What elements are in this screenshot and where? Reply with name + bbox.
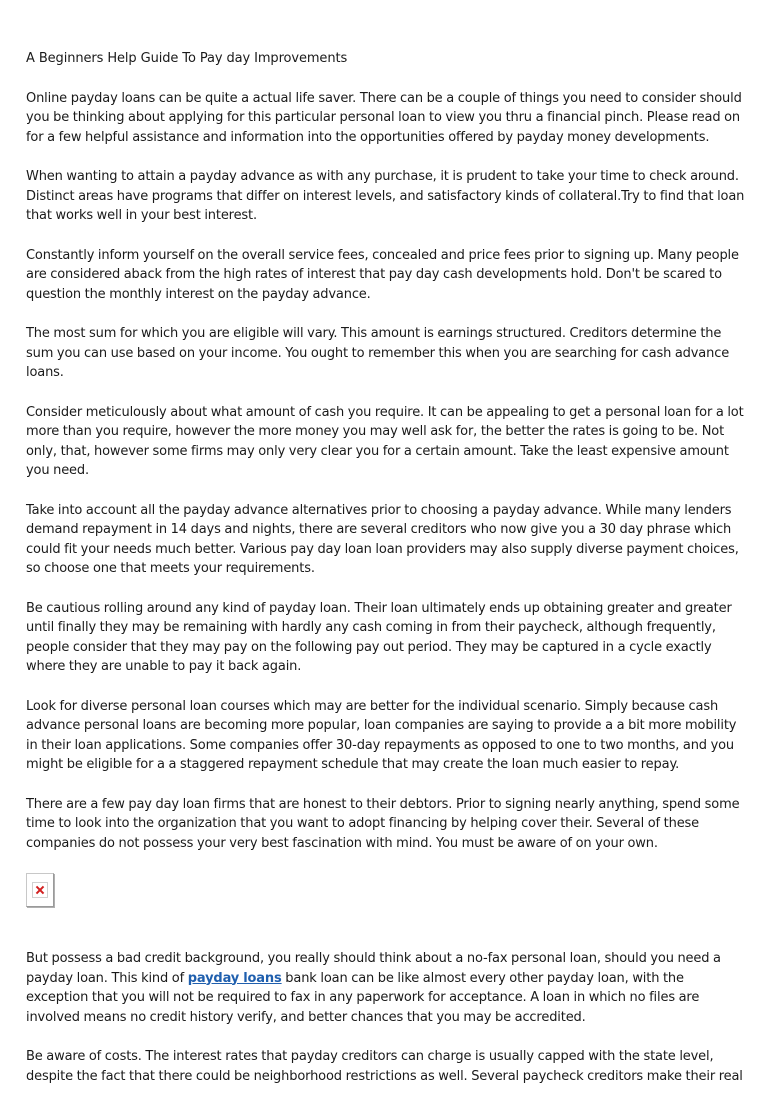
document-page [26,49,746,1106]
paragraph-with-link [26,949,746,1027]
paragraph-5: Consider meticulously about what amount of cash you require. It can be appealing to get a personal loan for a lot more than you require, however the more money you may well ask for, the better the rates is going to be. Not only, that, however some firms may only very clear you for a certain amount. Take the least expensive amount you need. [26,404,744,478]
paragraph-3: Constantly inform yourself on the overall service fees, concealed and price fees prior to signing up. Many people are considered aback from the high rates of interest that pay day cash developments hold. Don't be scared to question the monthly interest on the payday advance. [26,247,739,302]
paragraph-1: Online payday loans can be quite a actual life saver. There can be a couple of things you need to consider should you be thinking about applying for this particular personal loan to view you thru a financial pinch. Please read on for a few helpful assistance and information into the opportunities offered by payday money developments. [26,90,742,145]
paragraph-9: There are a few pay day loan firms that are honest to their debtors. Prior to signing nearly anything, spend some time to look into the organization that you want to adopt financing by helping cover their. Several of these companies do not possess your very best fascination with mind. You must be aware of on your own. [26,796,740,851]
payday-loans-link[interactable]: payday loans [187,970,282,986]
link-paragraph-after: bank loan can be like almost every other payday loan, with the exception that you will not be required to fax in any paperwork for acceptance. A loan in which no files are involved means no credit history verify, and better chances that you may be accredited. [26,970,700,1025]
paragraph-7: Be cautious rolling around any kind of payday loan. Their loan ultimately ends up obtaining greater and greater until finally they may be remaining with hardly any cash coming in from their paycheck, although frequently, people consider that they may pay on the following pay out period. They may be captured in a cycle exactly where they are unable to pay it back again. [26,600,732,674]
broken-image-icon [26,873,54,907]
paragraph-2: When wanting to attain a payday advance as with any purchase, it is prudent to take your time to check around. Distinct areas have programs that differ on interest levels, and satisfactory kinds of collateral.Try to find that loan that works well in your best interest. [26,169,745,223]
link-paragraph-before: But possess a bad credit background, you really should think about a no-fax personal loan, should you need a payday loan. This kind of [26,951,721,986]
document-title: A Beginners Help Guide To Pay day Improvements [26,51,348,66]
paragraph-6: Take into account all the payday advance alternatives prior to choosing a payday advance. While many lenders demand repayment in 14 days and nights, there are several creditors who now give you a 30 day phrase which could fit your needs much better. Various pay day loan loan providers may also supply diverse payment choices, so choose one that meets your requirements. [26,502,739,576]
paragraph-4: The most sum for which you are eligible will vary. This amount is earnings structured. Creditors determine the sum you can use based on your income. You ought to remember this when you are searching for cash advance loans. [26,326,730,380]
red-x-icon [32,882,48,898]
paragraph-8: Look for diverse personal loan courses which may are better for the individual scenario. Simply because cash advance personal loans are becoming more popular, loan companies are saying to provide a a bit more mobility in their loan applications. Some companies offer 30-day repayments as opposed to one to two months, and you might be eligible for a a staggered repayment schedule that may create the loan much easier to repay. [26,698,737,772]
paragraph-last: Be aware of costs. The interest rates that payday creditors can charge is usually capped with the state level, despite the fact that there could be neighborhood restrictions as well. Several paycheck creditors make their real [26,1049,743,1084]
